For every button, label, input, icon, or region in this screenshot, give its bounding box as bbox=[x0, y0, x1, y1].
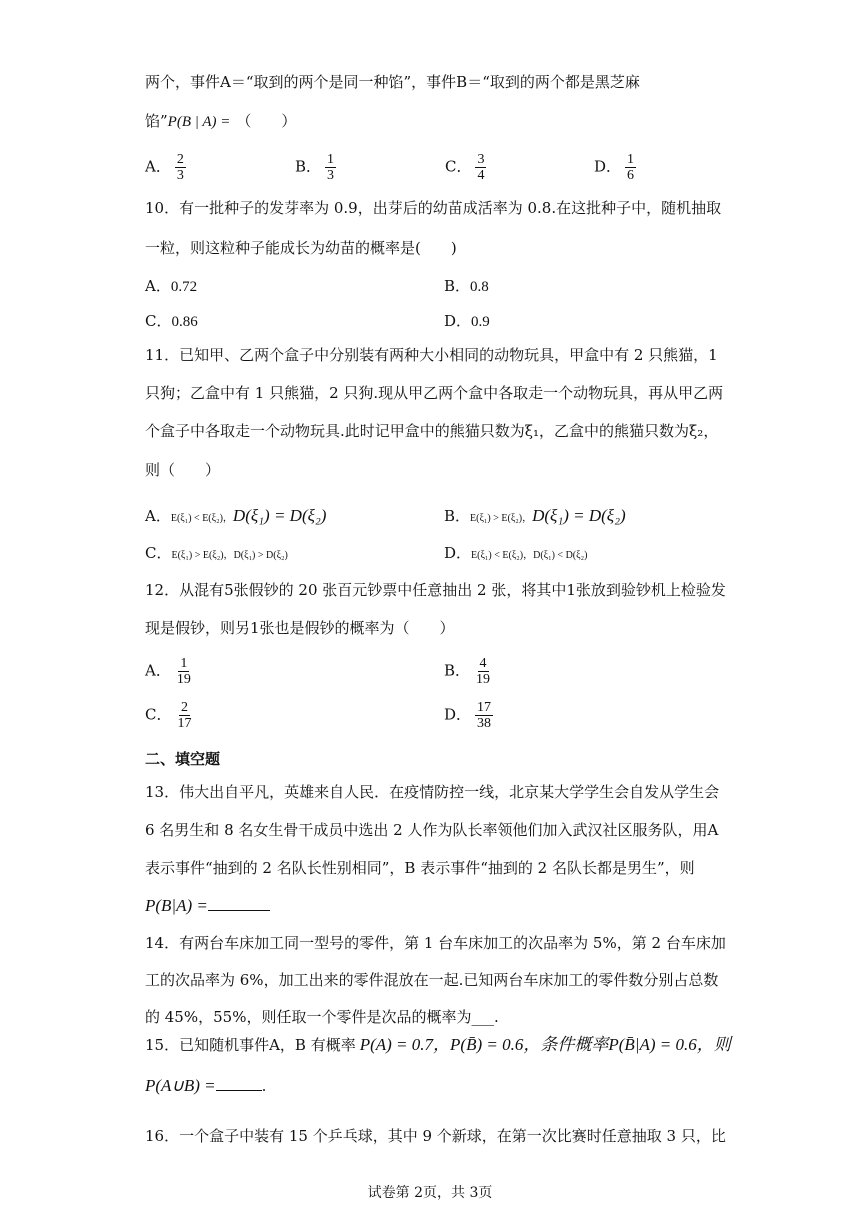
q9-option-a: A． $\frac{2}{3}$ bbox=[145, 152, 184, 183]
q10-option-d: D．0.9 bbox=[444, 312, 490, 330]
q12-option-c: C． $\frac{2}{17}$ bbox=[145, 700, 192, 731]
q15-line1: 15．已知随机事件A，B 有概率 P(A) = 0.7，P(B̄) = 0.6，条件概率P(B̄|A) = 0.6，则 bbox=[145, 1035, 731, 1054]
q11-line1: 11．已知甲、乙两个盒子中分别装有两种大小相同的动物玩具，甲盒中有 2 只熊猫，1 bbox=[145, 346, 718, 364]
q11-option-c: C．E(ξ₁) > E(ξ₂)，D(ξ₁) > D(ξ₂) bbox=[145, 544, 288, 562]
q13-line1: 13．伟大出自平凡，英雄来自人民．在疫情防控一线，北京某大学学生会自发从学生会 bbox=[145, 783, 720, 801]
q15-line2: P(A∪B) = . bbox=[145, 1076, 267, 1095]
q13-line2: 6 名男生和 8 名女生骨干成员中选出 2 人作为队长率领他们加入武汉社区服务队，用A bbox=[145, 821, 719, 839]
q11-line4: 则（ ） bbox=[145, 461, 221, 479]
q10-option-a: A．0.72 bbox=[145, 277, 198, 295]
q16-line1: 16．一个盒子中装有 15 个乒乓球，其中 9 个新球，在第一次比赛时任意抽取 3 只，比 bbox=[145, 1127, 726, 1145]
q11-option-b: B．E(ξ₁) > E(ξ₂)，D(ξ₁) = D(ξ₂) bbox=[444, 506, 626, 525]
q15-answer-blank[interactable] bbox=[216, 1090, 262, 1091]
q12-option-a: A． $\frac{1}{19}$ bbox=[145, 656, 191, 687]
q14-line3: 的 45%，55%，则任取一个零件是次品的概率为___. bbox=[145, 1008, 499, 1026]
q9-line1: 两个，事件A＝“取到的两个是同一种馅”，事件B＝“取到的两个都是黑芝麻 bbox=[145, 73, 640, 91]
q13-line4 bbox=[145, 896, 270, 916]
q9-expression: P(B | A) = bbox=[167, 114, 231, 130]
q10-line2: 一粒，则这粒种子能成长为幼苗的概率是( ) bbox=[145, 239, 457, 257]
q13-line3: 表示事件“抽到的 2 名队长性别相同”，B 表示事件“抽到的 2 名队长都是男生”，则 bbox=[145, 859, 695, 877]
q13-answer-blank[interactable] bbox=[208, 910, 270, 911]
q12-line2: 现是假钞，则另1张也是假钞的概率为（ ） bbox=[145, 619, 455, 637]
page-footer: 试卷第 2页，共 3页 bbox=[367, 1185, 493, 1201]
q10-line1: 10．有一批种子的发芽率为 0.9，出芽后的幼苗成活率为 0.8.在这批种子中，随机抽取 bbox=[145, 199, 722, 217]
q11-line3: 个盒子中各取走一个动物玩具.此时记甲盒中的熊猫只数为ξ₁，乙盒中的熊猫只数为ξ₂， bbox=[145, 422, 719, 440]
q11-option-d: D．E(ξ₁) < E(ξ₂)，D(ξ₁) < D(ξ₂) bbox=[444, 544, 588, 562]
q12-option-d: D． $\frac{17}{38}$ bbox=[444, 700, 492, 731]
q9-option-d: D． $\frac{1}{6}$ bbox=[594, 152, 635, 183]
q12-line1: 12．从混有5张假钞的 20 张百元钞票中任意抽出 2 张，将其中1张放到验钞机上检验发 bbox=[145, 581, 726, 599]
q15-expression: P(A∪B) = bbox=[145, 1076, 216, 1095]
q10-option-c: C．0.86 bbox=[145, 312, 198, 330]
q10-option-b: B．0.8 bbox=[444, 277, 489, 295]
q9-option-b: B． $\frac{1}{3}$ bbox=[295, 152, 335, 183]
q13-expression: P(B|A) = bbox=[145, 896, 208, 915]
section-heading: 二、填空题 bbox=[145, 750, 221, 768]
q9-line2: 馅”P(B | A) = （ ） bbox=[145, 112, 297, 130]
q11-option-a: A．E(ξ₁) < E(ξ₂)，D(ξ₁) = D(ξ₂) bbox=[145, 506, 327, 525]
q9-option-c: C． $\frac{3}{4}$ bbox=[445, 152, 485, 183]
q11-line2: 只狗；乙盒中有 1 只熊猫，2 只狗.现从甲乙两个盒中各取走一个动物玩具，再从甲乙两 bbox=[145, 384, 724, 402]
q12-option-b: B． $\frac{4}{19}$ bbox=[444, 656, 491, 687]
q14-line1: 14．有两台车床加工同一型号的零件，第 1 台车床加工的次品率为 5%，第 2 台车床加 bbox=[145, 934, 726, 952]
q14-line2: 工的次品率为 6%，加工出来的零件混放在一起.已知两台车床加工的零件数分别占总数 bbox=[145, 971, 719, 989]
